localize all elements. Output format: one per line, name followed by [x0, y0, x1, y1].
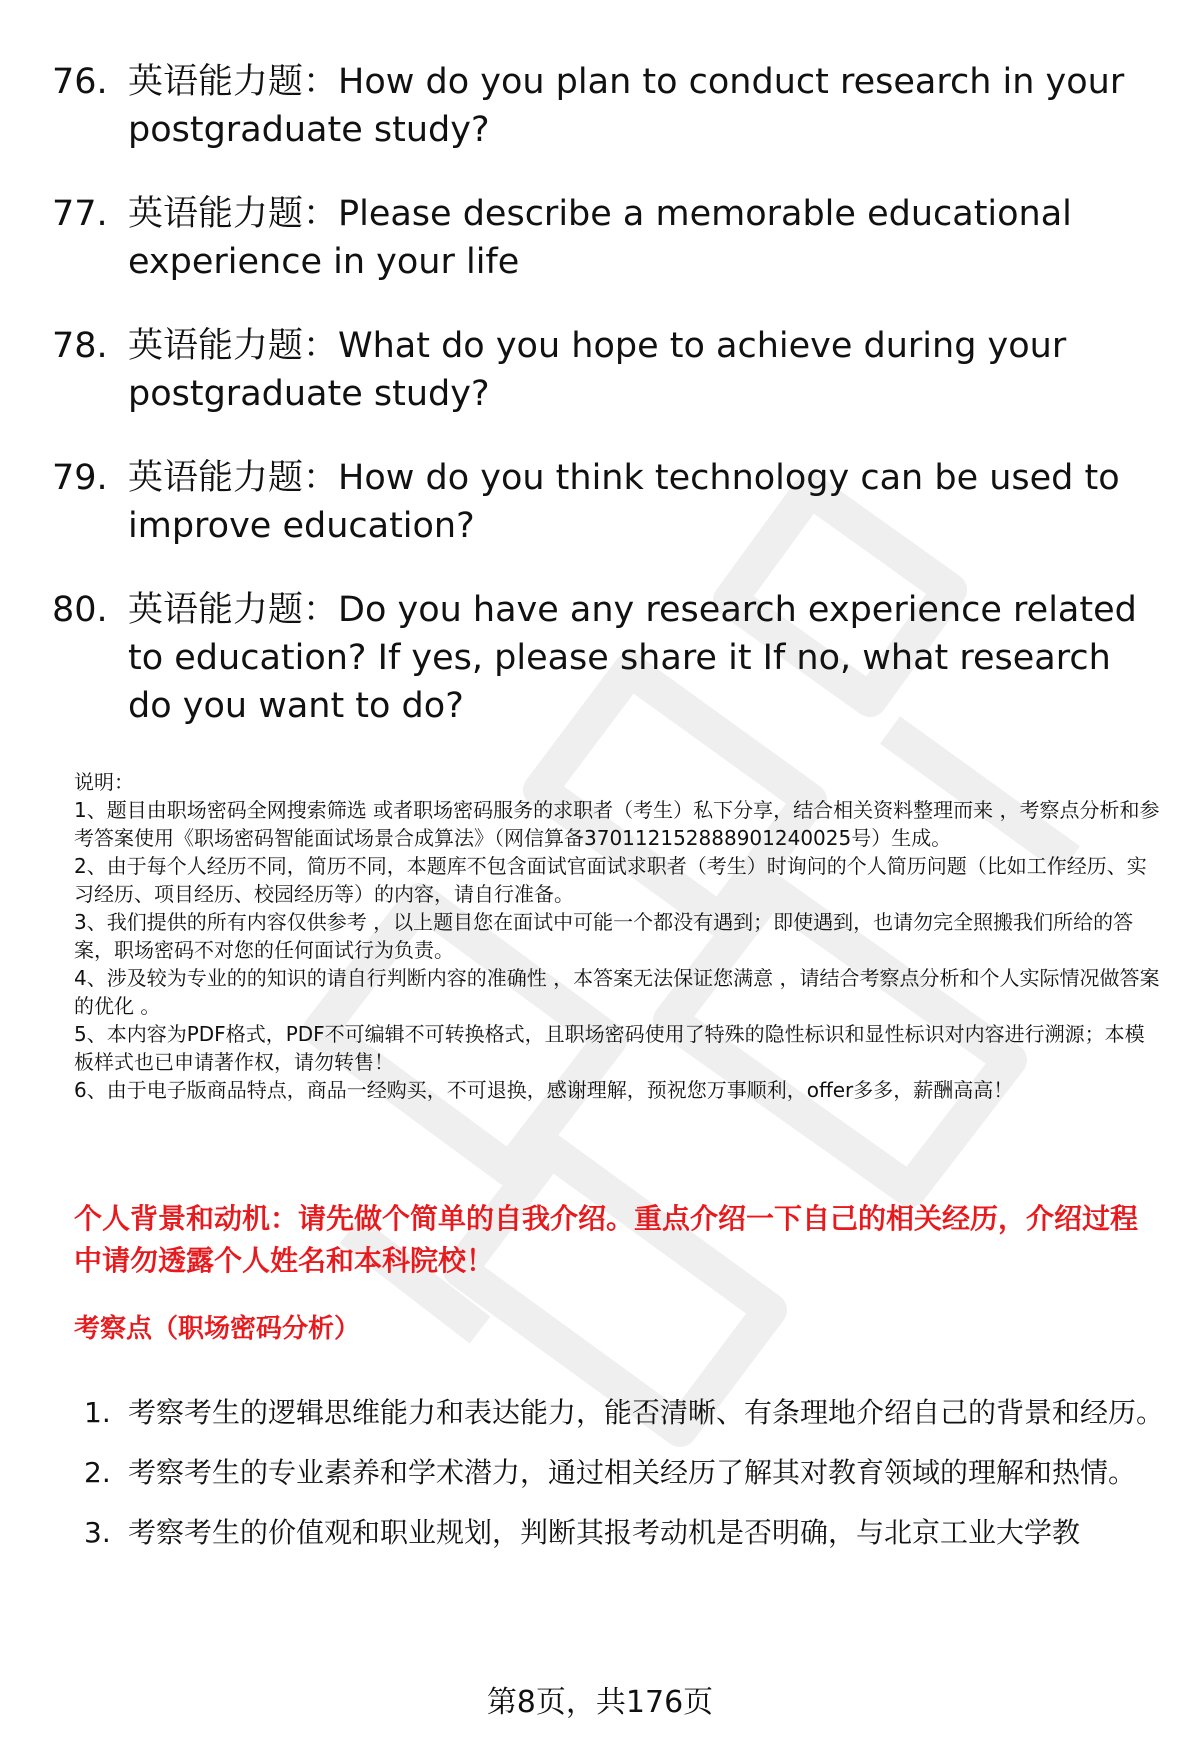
analysis-point	[84, 1443, 1164, 1503]
analysis-point	[84, 1503, 1164, 1563]
question-number: 79.	[52, 458, 108, 498]
analysis-heading: 考察点（职场密码分析）	[74, 1314, 361, 1344]
point-number: 2.	[84, 1456, 111, 1489]
note-item: 4、涉及较为专业的的知识的请自行判断内容的准确性 ，本答案无法保证您满意 ，请结合考察点分析和个人实际情况做答案的优化 。	[74, 966, 1160, 1018]
analysis-points	[84, 1383, 1164, 1563]
question-item-79	[52, 454, 1152, 550]
question-number: 78.	[52, 326, 108, 366]
point-text: 考察考生的价值观和职业规划，判断其报考动机是否明确，与北京工业大学教	[128, 1516, 1081, 1549]
question-item-80	[52, 586, 1152, 730]
question-number: 77.	[52, 194, 108, 234]
note-item: 3、我们提供的所有内容仅供参考 ，以上题目您在面试中可能一个都没有遇到；即使遇到，也请勿完全照搬我们所给的答案，职场密码不对您的任何面试行为负责。	[74, 910, 1134, 962]
question-item-77	[52, 190, 1152, 286]
point-number: 3.	[84, 1516, 111, 1549]
question-text: 英语能力题：How do you plan to conduct research in your postgraduate study?	[128, 62, 1125, 150]
question-text: 英语能力题：What do you hope to achieve during your postgraduate study?	[128, 326, 1067, 414]
question-text: 英语能力题：How do you think technology can be used to improve education?	[128, 458, 1120, 546]
note-item: 2、由于每个人经历不同，简历不同，本题库不包含面试官面试求职者（考生）时询问的个人简历问题（比如工作经历、实习经历、项目经历、校园经历等）的内容，请自行准备。	[74, 854, 1147, 906]
question-item-78	[52, 322, 1152, 418]
question-list	[52, 58, 1152, 766]
point-text: 考察考生的逻辑思维能力和表达能力，能否清晰、有条理地介绍自己的背景和经历。	[128, 1396, 1165, 1429]
note-item: 5、本内容为PDF格式，PDF不可编辑不可转换格式，且职场密码使用了特殊的隐性标识和显性标识对内容进行溯源；本模板样式也已申请著作权，请勿转售！	[74, 1022, 1145, 1074]
question-item-76	[52, 58, 1152, 154]
question-heading: 个人背景和动机：请先做个简单的自我介绍。重点介绍一下自己的相关经历，介绍过程中请勿透露个人姓名和本科院校！	[74, 1202, 1139, 1277]
question-text: 英语能力题：Do you have any research experience related to education? If yes, please share it If no, what research do you want to do?	[128, 590, 1137, 726]
question-number: 76.	[52, 62, 108, 102]
analysis-point	[84, 1383, 1164, 1443]
point-number: 1.	[84, 1396, 111, 1429]
point-text: 考察考生的专业素养和学术潜力，通过相关经历了解其对教育领域的理解和热情。	[128, 1456, 1137, 1489]
question-text: 英语能力题：Please describe a memorable educational experience in your life	[128, 194, 1072, 282]
note-item: 6、由于电子版商品特点，商品一经购买，不可退换，感谢理解，预祝您万事顺利，offer多多，薪酬高高！	[74, 1078, 1014, 1102]
page-footer: 第8页，共176页	[486, 1685, 714, 1720]
notes-title: 说明：	[74, 770, 134, 794]
question-number: 80.	[52, 590, 108, 630]
notes-section	[74, 768, 1162, 1104]
note-item: 1、题目由职场密码全网搜索筛选 或者职场密码服务的求职者（考生）私下分享，结合相关资料整理而来 ，考察点分析和参考答案使用《职场密码智能面试场景合成算法》（网信算备370112152888901240025号）生成。	[74, 798, 1160, 850]
